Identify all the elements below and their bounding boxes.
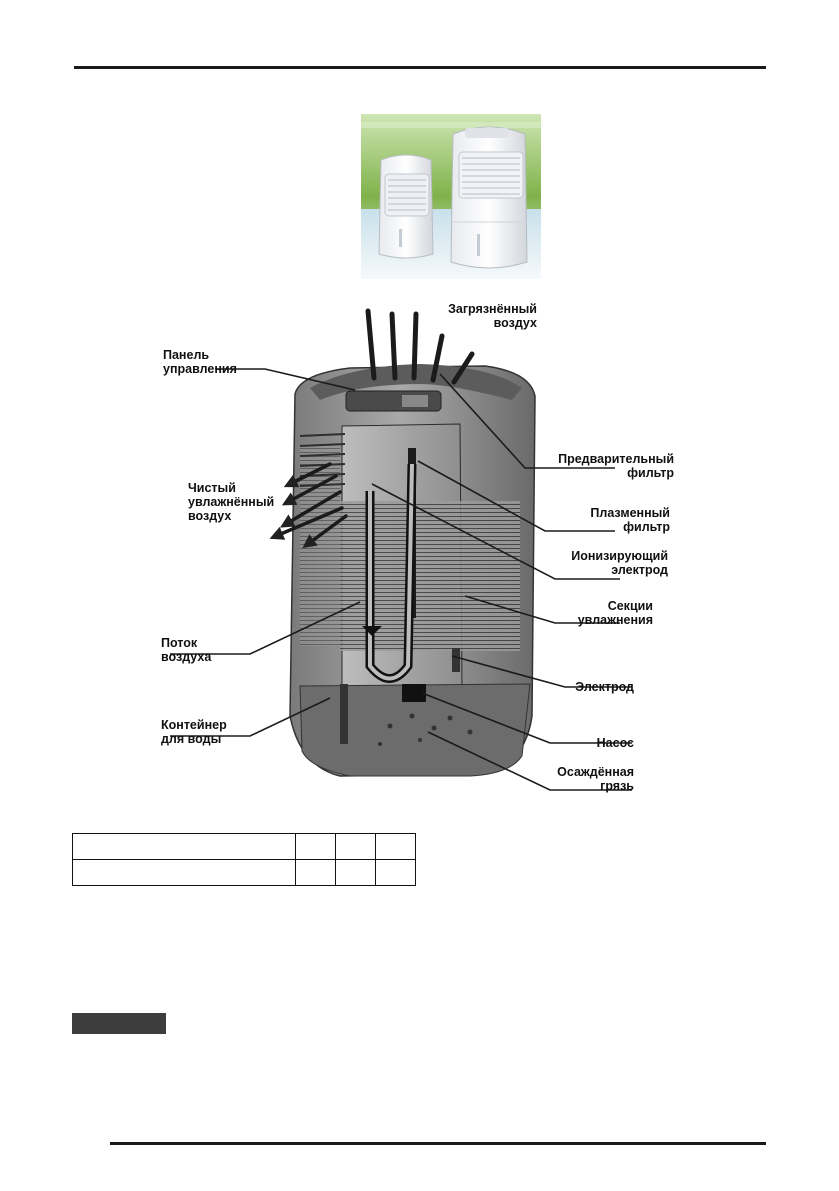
label-pre-filter: Предварительный фильтр [558, 452, 674, 480]
label-polluted-air: Загрязнённый воздух [448, 302, 537, 330]
table-cell [296, 860, 336, 886]
footer-rule [110, 1142, 766, 1145]
label-pump: Насос [596, 736, 634, 750]
product-photo [361, 114, 541, 279]
label-clean-air: Чистый увлажнённый воздух [188, 481, 275, 523]
section-tag [72, 1013, 166, 1034]
label-control-panel: Панель управления [163, 348, 237, 376]
label-air-flow: Поток воздуха [161, 636, 212, 664]
table-cell [376, 834, 416, 860]
label-electrode: Электрод [575, 680, 634, 694]
table-row [73, 834, 416, 860]
label-humidification-sections: Секции увлажнения [577, 599, 653, 627]
table-cell [73, 860, 296, 886]
table-cell [336, 860, 376, 886]
device-body [290, 364, 535, 776]
label-plasma-filter: Плазменный фильтр [590, 506, 670, 534]
table-cell [336, 834, 376, 860]
table-cell [296, 834, 336, 860]
table-row [73, 860, 416, 886]
label-ionizing-electrode: Ионизирующий электрод [571, 549, 668, 577]
table-cell [376, 860, 416, 886]
cutaway-diagram [150, 296, 690, 816]
table-cell [73, 834, 296, 860]
spec-table [72, 833, 416, 886]
label-water-container: Контейнер для воды [161, 718, 227, 746]
label-sediment: Осаждённая грязь [557, 765, 634, 793]
header-rule [74, 66, 766, 69]
